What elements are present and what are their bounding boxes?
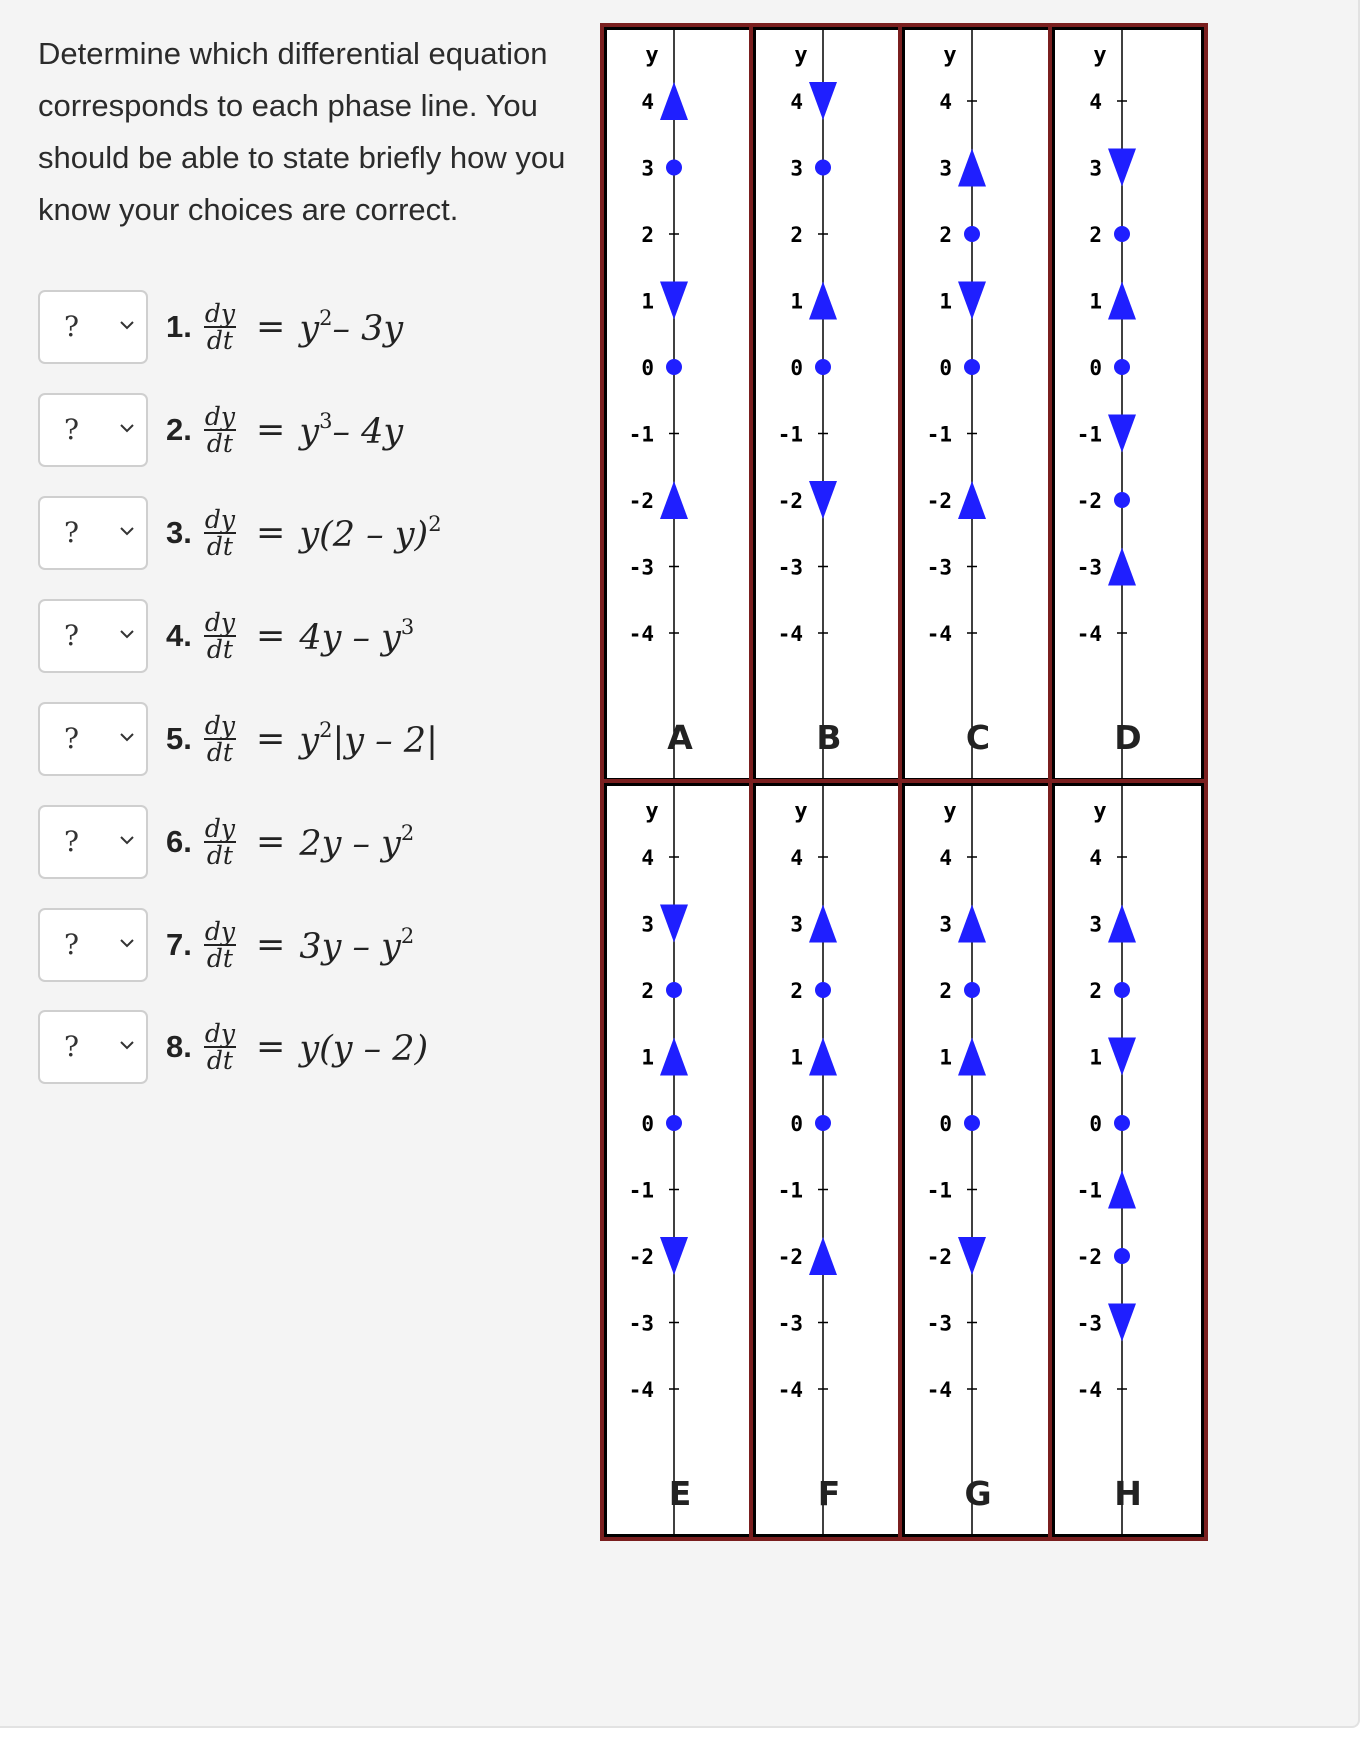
tick-label: -2 (628, 489, 654, 513)
tick-label: -2 (777, 1245, 803, 1269)
axis-label: y (943, 43, 957, 68)
tick-label: 1 (641, 1045, 654, 1070)
equilibrium-dot (1114, 226, 1130, 242)
tick-label: 3 (1089, 156, 1102, 181)
rhs-tail: |y – 2| (332, 720, 438, 761)
equation-rhs (299, 821, 414, 864)
tick-label: 0 (641, 356, 654, 380)
answer-select[interactable] (38, 1010, 148, 1084)
phase-line-panel (1052, 27, 1204, 781)
panel-label: A (667, 718, 693, 757)
chevron-down-icon (119, 422, 135, 434)
arrow-up-icon (660, 1038, 688, 1076)
tick-label: 3 (939, 156, 952, 181)
tick-label: 3 (1089, 912, 1102, 937)
panel-label: H (1114, 1474, 1142, 1513)
equation-number: 1. (166, 309, 192, 344)
answer-row (38, 393, 558, 467)
tick-label: 3 (790, 912, 803, 937)
answer-select[interactable] (38, 496, 148, 570)
answer-row (38, 496, 558, 570)
rhs-tail: – 3y (332, 308, 404, 349)
arrow-down-icon (958, 1237, 986, 1275)
tick-label: 0 (641, 1112, 654, 1136)
equation-rhs (299, 409, 403, 452)
phase-line-svg (1055, 786, 1201, 1534)
phase-line-svg (756, 786, 902, 1534)
tick-label: -4 (777, 1378, 803, 1402)
tick-label: -3 (1076, 555, 1102, 580)
tick-label: 4 (939, 846, 952, 870)
phase-line-panel (902, 27, 1054, 781)
equation-rhs (299, 615, 414, 658)
axis-label: y (943, 799, 957, 824)
phase-line-svg (1055, 30, 1201, 778)
equation-rhs (299, 306, 403, 349)
tick-label: 1 (641, 289, 654, 314)
tick-label: 4 (790, 90, 803, 114)
equation (166, 1016, 428, 1078)
equation-number: 4. (166, 618, 192, 653)
tick-label: 2 (641, 979, 654, 1003)
equation-rhs (299, 512, 441, 555)
tick-label: -2 (1076, 1245, 1102, 1269)
tick-label: -1 (1076, 422, 1102, 447)
equation-rhs (299, 718, 438, 761)
select-value: ? (64, 619, 80, 652)
tick-label: -1 (628, 422, 654, 447)
tick-label: -2 (926, 1245, 952, 1269)
equilibrium-dot (666, 982, 682, 998)
rhs-base: y (299, 411, 320, 452)
equation (166, 708, 438, 770)
select-value: ? (64, 825, 80, 858)
fraction-denominator: dt (206, 532, 233, 561)
axis-label: y (794, 43, 808, 68)
panel-label: C (965, 718, 991, 757)
axis-label: y (794, 799, 808, 824)
fraction-denominator: dt (206, 841, 233, 870)
panel-label: G (964, 1474, 992, 1513)
arrow-up-icon (1108, 548, 1136, 586)
fraction-numerator: dy (204, 505, 235, 534)
equals-sign: = (256, 1027, 286, 1067)
select-value: ? (64, 310, 80, 343)
arrow-down-icon (809, 481, 837, 519)
answer-row (38, 805, 558, 879)
equilibrium-dot (1114, 1248, 1130, 1264)
rhs-exponent: 3 (400, 614, 415, 639)
phase-line-panel (902, 783, 1054, 1537)
arrow-up-icon (958, 1038, 986, 1076)
rhs-base: y (299, 308, 320, 349)
chevron-down-icon (119, 525, 135, 537)
tick-label: -4 (777, 622, 803, 646)
equilibrium-dot (666, 160, 682, 176)
arrow-up-icon (660, 481, 688, 519)
select-value: ? (64, 928, 80, 961)
derivative-fraction (204, 402, 236, 458)
arrow-down-icon (660, 1237, 688, 1275)
rhs-exponent: 2 (400, 923, 415, 948)
equilibrium-dot (1114, 359, 1130, 375)
equation-number: 8. (166, 1029, 192, 1064)
equilibrium-dot (666, 1115, 682, 1131)
tick-label: -1 (926, 422, 952, 447)
tick-label: 0 (790, 1112, 803, 1136)
tick-label: 0 (1089, 356, 1102, 380)
tick-label: 0 (790, 356, 803, 380)
equals-sign: = (256, 307, 286, 347)
tick-label: -2 (628, 1245, 654, 1269)
answer-row (38, 290, 558, 364)
rhs-base: y(2 – y) (299, 514, 429, 555)
fraction-denominator: dt (206, 1046, 233, 1075)
arrow-up-icon (809, 282, 837, 320)
arrow-up-icon (958, 481, 986, 519)
answer-select[interactable] (38, 599, 148, 673)
tick-label: -3 (628, 555, 654, 580)
equilibrium-dot (964, 359, 980, 375)
equals-sign: = (256, 822, 286, 862)
phase-line-svg (607, 30, 753, 778)
tick-label: -1 (777, 1178, 803, 1203)
arrow-down-icon (1108, 415, 1136, 453)
fraction-denominator: dt (206, 738, 233, 767)
arrow-down-icon (809, 82, 837, 120)
arrow-up-icon (660, 82, 688, 120)
fraction-numerator: dy (204, 299, 235, 328)
tick-label: 0 (939, 356, 952, 380)
phase-line-panel (604, 27, 756, 781)
phase-line-panel (1052, 783, 1204, 1537)
panel-label: D (1114, 718, 1142, 757)
rhs-base: 4y – y (299, 617, 401, 658)
chevron-down-icon (119, 319, 135, 331)
fraction-numerator: dy (204, 917, 235, 946)
panel-label: F (817, 1474, 841, 1513)
equilibrium-dot (964, 982, 980, 998)
phase-line-svg (607, 786, 753, 1534)
rhs-exponent: 2 (400, 820, 415, 845)
equation-number: 7. (166, 927, 192, 962)
chevron-down-icon (119, 1039, 135, 1051)
tick-label: -2 (777, 489, 803, 513)
arrow-down-icon (1108, 1304, 1136, 1342)
derivative-fraction (204, 917, 236, 973)
fraction-denominator: dt (206, 635, 233, 664)
arrow-up-icon (809, 1038, 837, 1076)
tick-label: -4 (1076, 622, 1102, 646)
arrow-down-icon (660, 282, 688, 320)
arrow-up-icon (958, 149, 986, 187)
tick-label: -3 (777, 1311, 803, 1336)
tick-label: 2 (790, 979, 803, 1003)
tick-label: -3 (777, 555, 803, 580)
question-text: Determine which differential equation corresponds to each phase line. You should be able to state briefly how you know your choices are correct. (38, 36, 566, 227)
answer-select[interactable] (38, 393, 148, 467)
rhs-base: 2y – y (299, 823, 401, 864)
tick-label: -1 (1076, 1178, 1102, 1203)
phase-line-panel (604, 783, 756, 1537)
tick-label: 2 (1089, 223, 1102, 247)
chevron-down-icon (119, 937, 135, 949)
tick-label: -1 (628, 1178, 654, 1203)
tick-label: 2 (641, 223, 654, 247)
tick-label: 3 (641, 156, 654, 181)
equation (166, 914, 414, 976)
arrow-down-icon (1108, 149, 1136, 187)
equals-sign: = (256, 616, 286, 656)
arrow-up-icon (809, 905, 837, 943)
tick-label: -3 (1076, 1311, 1102, 1336)
axis-label: y (645, 43, 659, 68)
tick-label: 3 (790, 156, 803, 181)
tick-label: -3 (926, 555, 952, 580)
equation-number: 3. (166, 515, 192, 550)
tick-label: 2 (939, 979, 952, 1003)
tick-label: -4 (1076, 1378, 1102, 1402)
tick-label: -1 (926, 1178, 952, 1203)
tick-label: 4 (641, 90, 654, 114)
select-value: ? (64, 516, 80, 549)
tick-label: 3 (641, 912, 654, 937)
tick-label: -4 (926, 1378, 952, 1402)
rhs-exponent: 2 (319, 305, 333, 330)
answer-row (38, 908, 558, 982)
derivative-fraction (204, 505, 236, 561)
tick-label: 0 (939, 1112, 952, 1136)
tick-label: 4 (939, 90, 952, 114)
tick-label: 1 (1089, 1045, 1102, 1070)
tick-label: 1 (939, 289, 952, 314)
answer-select[interactable] (38, 290, 148, 364)
phase-line-svg (905, 30, 1051, 778)
fraction-numerator: dy (204, 711, 235, 740)
equilibrium-dot (1114, 982, 1130, 998)
equation (166, 399, 403, 461)
fraction-numerator: dy (204, 402, 235, 431)
tick-label: 1 (790, 289, 803, 314)
arrow-down-icon (660, 905, 688, 943)
equilibrium-dot (1114, 1115, 1130, 1131)
tick-label: 4 (641, 846, 654, 870)
fraction-numerator: dy (204, 1019, 235, 1048)
tick-label: 2 (790, 223, 803, 247)
equilibrium-dot (666, 359, 682, 375)
rhs-exponent: 2 (319, 717, 333, 742)
phase-line-panel (753, 27, 905, 781)
equation (166, 605, 414, 667)
rhs-base: y (299, 720, 320, 761)
equation-rhs (299, 1026, 428, 1069)
answer-select[interactable] (38, 805, 148, 879)
phase-line-svg (756, 30, 902, 778)
equals-sign: = (256, 719, 286, 759)
fraction-denominator: dt (206, 429, 233, 458)
arrow-up-icon (809, 1237, 837, 1275)
tick-label: 3 (939, 912, 952, 937)
equilibrium-dot (815, 1115, 831, 1131)
fraction-denominator: dt (206, 326, 233, 355)
arrow-up-icon (958, 905, 986, 943)
tick-label: 2 (939, 223, 952, 247)
derivative-fraction (204, 814, 236, 870)
arrow-up-icon (1108, 1171, 1136, 1209)
tick-label: 1 (790, 1045, 803, 1070)
select-value: ? (64, 413, 80, 446)
equation-number: 6. (166, 824, 192, 859)
tick-label: 4 (1089, 846, 1102, 870)
equation (166, 811, 414, 873)
equilibrium-dot (964, 226, 980, 242)
tick-label: -4 (628, 622, 654, 646)
equation-number: 5. (166, 721, 192, 756)
derivative-fraction (204, 608, 236, 664)
equilibrium-dot (815, 982, 831, 998)
rhs-base: 3y – y (299, 926, 401, 967)
equation-number: 2. (166, 412, 192, 447)
derivative-fraction (204, 711, 236, 767)
phase-line-svg (905, 786, 1051, 1534)
tick-label: 1 (939, 1045, 952, 1070)
equation-rhs (299, 924, 414, 967)
answer-row (38, 702, 558, 776)
equilibrium-dot (1114, 492, 1130, 508)
tick-label: 1 (1089, 289, 1102, 314)
equilibrium-dot (815, 359, 831, 375)
axis-label: y (1093, 799, 1107, 824)
chevron-down-icon (119, 834, 135, 846)
tick-label: 4 (790, 846, 803, 870)
equation (166, 296, 403, 358)
tick-label: -2 (1076, 489, 1102, 513)
chevron-down-icon (119, 628, 135, 640)
tick-label: -3 (926, 1311, 952, 1336)
rhs-base: y(y – 2) (299, 1028, 429, 1069)
derivative-fraction (204, 299, 236, 355)
phase-line-panel (753, 783, 905, 1537)
answer-select[interactable] (38, 908, 148, 982)
equation (166, 502, 442, 564)
tick-label: -3 (628, 1311, 654, 1336)
fraction-denominator: dt (206, 944, 233, 973)
fraction-numerator: dy (204, 608, 235, 637)
equilibrium-dot (815, 160, 831, 176)
panel-label: E (668, 1474, 692, 1513)
rhs-tail: – 4y (332, 411, 404, 452)
answer-select[interactable] (38, 702, 148, 776)
tick-label: -4 (926, 622, 952, 646)
arrow-down-icon (1108, 1038, 1136, 1076)
select-value: ? (64, 1030, 80, 1063)
tick-label: 0 (1089, 1112, 1102, 1136)
rhs-exponent: 3 (319, 408, 333, 433)
equals-sign: = (256, 513, 286, 553)
equals-sign: = (256, 410, 286, 450)
panel-label: B (816, 718, 842, 757)
axis-label: y (645, 799, 659, 824)
arrow-up-icon (1108, 905, 1136, 943)
rhs-exponent: 2 (428, 511, 442, 536)
answer-row (38, 599, 558, 673)
fraction-numerator: dy (204, 814, 235, 843)
chevron-down-icon (119, 731, 135, 743)
arrow-up-icon (1108, 282, 1136, 320)
equals-sign: = (256, 925, 286, 965)
tick-label: -4 (628, 1378, 654, 1402)
derivative-fraction (204, 1019, 236, 1075)
tick-label: 4 (1089, 90, 1102, 114)
tick-label: -1 (777, 422, 803, 447)
axis-label: y (1093, 43, 1107, 68)
arrow-down-icon (958, 282, 986, 320)
tick-label: 2 (1089, 979, 1102, 1003)
select-value: ? (64, 722, 80, 755)
equilibrium-dot (964, 1115, 980, 1131)
answer-row (38, 1010, 558, 1084)
tick-label: -2 (926, 489, 952, 513)
